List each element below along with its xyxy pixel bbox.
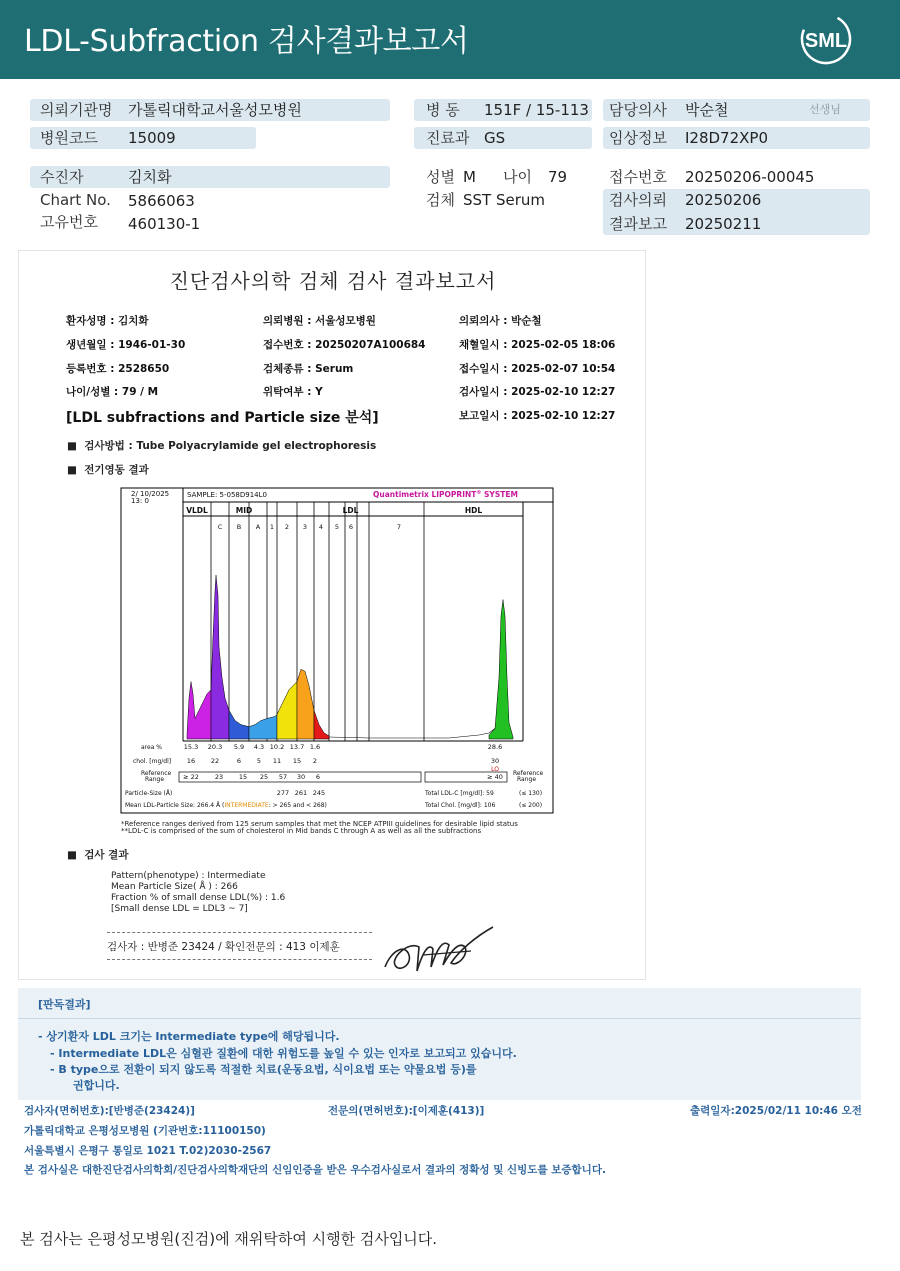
chart-ref-value-5: 30 xyxy=(296,773,306,781)
institution-row xyxy=(30,99,390,121)
dept-label: 진료과 xyxy=(426,129,470,147)
chart-group-mid: MID xyxy=(235,506,253,515)
chart-area-value-6: 1.6 xyxy=(309,743,321,751)
interpretation-line-3: - B type으로 전환이 되지 않도록 적절한 치료(운동요법, 식이요법 또는 약물요법 등)를 xyxy=(50,1063,477,1076)
result-date-label: 결과보고 xyxy=(609,215,667,233)
collection-time-field: 채혈일시 : 2025-02-05 18:06 xyxy=(459,339,616,351)
chart-group-ldl: LDL xyxy=(342,506,359,515)
doctor-value: 박순철 xyxy=(685,101,729,119)
chart-ref-label-right-1: Reference xyxy=(513,770,544,777)
outsourced-field: 위탁여부 : Y xyxy=(263,386,323,398)
result-title: 검사 결과 xyxy=(84,849,129,861)
specimen-type-field: 검체종류 : Serum xyxy=(263,363,354,375)
chart-band-label-C: C xyxy=(217,523,223,531)
receipt-row xyxy=(603,166,870,188)
chart-ref-value-2: 15 xyxy=(238,773,248,781)
chart-ps-value-0: 277 xyxy=(276,789,290,797)
patient-name-field: 환자성명 : 김치화 xyxy=(66,315,149,327)
age-value: 79 xyxy=(548,168,568,186)
footer-tester: 검사자(면허번호):[반병준(23424)] xyxy=(24,1105,195,1117)
chart-chol-value-6: 2 xyxy=(312,757,318,765)
result-mean-size: Mean Particle Size( Å ) : 266 xyxy=(111,882,238,892)
sex-age-row xyxy=(414,166,592,188)
report-header xyxy=(0,0,900,79)
footer-org: 가톨릭대학교 은평성모병원 (기관번호:11100150) xyxy=(24,1125,266,1137)
chart-total-chol-ref: (≤ 200) xyxy=(519,802,543,809)
chart-band-label-7: 7 xyxy=(396,523,402,531)
chart-area-value-7: 28.6 xyxy=(487,743,503,751)
chart-total-chol: Total Chol. [mg/dl]: 106 xyxy=(425,802,496,809)
result-pattern: Pattern(phenotype) : Intermediate xyxy=(111,871,266,881)
doctor-row xyxy=(603,99,870,121)
interpretation-line-4: 권합니다. xyxy=(73,1079,120,1092)
sex-value: M xyxy=(463,168,476,186)
birth-date-field: 생년월일 : 1946-01-30 xyxy=(66,339,186,351)
chart-total-ldl: Total LDL-C [mg/dl]: 59 xyxy=(425,790,494,797)
result-fraction: Fraction % of small dense LDL(%) : 1.6 xyxy=(111,893,286,903)
electro-bullet: ■ 전기영동 결과 xyxy=(67,464,149,476)
chart-band-label-5: 5 xyxy=(334,523,340,531)
chart-ref-value-1: 23 xyxy=(214,773,224,781)
patient-row xyxy=(30,166,390,188)
signer-line: 검사자 : 반병준 23424 / 확인전문의 : 413 이제훈 xyxy=(107,941,340,953)
receipt-value: 20250206-00045 xyxy=(685,168,815,186)
uid-row xyxy=(30,211,390,233)
chart-band-label-6: 6 xyxy=(348,523,354,531)
specimen-row xyxy=(414,189,592,211)
referring-hospital-field: 의뢰병원 : 서울성모병원 xyxy=(263,315,376,327)
interpretation-panel xyxy=(18,988,861,1100)
patient-label: 수진자 xyxy=(40,168,84,186)
chart-row-ref-label-2: Range xyxy=(145,776,165,783)
accession-field: 접수번호 : 20250207A100684 xyxy=(263,339,426,351)
interpretation-line-1: - 상기환자 LDL 크기는 Intermediate type에 해당됩니다. xyxy=(38,1030,340,1043)
chart-ref-label-right-2: Range xyxy=(517,776,537,783)
request-result-block xyxy=(603,189,870,235)
result-bullet: ■ 검사 결과 xyxy=(67,849,129,861)
patient-value: 김치화 xyxy=(128,168,172,186)
ward-row xyxy=(414,99,592,121)
chart-frame xyxy=(121,488,553,813)
doctor-suffix: 선생님 xyxy=(809,103,841,116)
chart-hdl-ref: ≥ 40 xyxy=(487,773,503,781)
chart-brand: Quantimetrix LIPOPRINT® SYSTEM xyxy=(373,490,518,499)
chart-no-value: 5866063 xyxy=(128,192,195,210)
chart-ref-value-0: ≥ 22 xyxy=(183,773,199,781)
svg-text:SML: SML xyxy=(804,30,848,52)
dept-row xyxy=(414,127,592,149)
chart-mean-size-rule: : > 265 and < 268) xyxy=(268,802,327,809)
chart-hdl-flag: LO xyxy=(491,766,499,773)
bottom-note: 본 검사는 은평성모병원(진검)에 재위탁하여 시행한 검사입니다. xyxy=(20,1230,438,1248)
signature-divider-top xyxy=(107,932,372,933)
chart-date: 2/ 10/2025 xyxy=(131,490,170,498)
chart-total-ldl-ref: (≤ 130) xyxy=(519,790,543,797)
chart-ps-value-2: 245 xyxy=(312,789,326,797)
chart-band-label-A: A xyxy=(255,523,261,531)
chart-area-value-4: 10.2 xyxy=(269,743,285,751)
chart-mean-size-class: INTERMEDIATE xyxy=(224,802,269,809)
chart-brand-registered: ® xyxy=(476,490,482,496)
report-title: LDL-Subfraction 검사결과보고서 xyxy=(24,24,469,59)
chart-chol-value-4: 11 xyxy=(272,757,282,765)
interpretation-line-2: - Intermediate LDL은 심혈관 질환에 대한 위험도를 높일 수 있는 인자로 보고되고 있습니다. xyxy=(50,1047,517,1060)
analysis-section-title: [LDL subfractions and Particle size 분석] xyxy=(66,410,379,426)
footer-address: 서울특별시 은평구 통일로 1021 T.02)2030-2567 xyxy=(24,1145,272,1157)
uid-value: 460130-1 xyxy=(128,215,201,233)
chart-area-value-1: 20.3 xyxy=(207,743,223,751)
chart-area-value-0: 15.3 xyxy=(183,743,199,751)
footer-certification: 본 검사실은 대한진단검사의학회/진단검사의학재단의 신임인증을 받은 우수검사실로서 결과의 정확성 및 신빙도를 보증합니다. xyxy=(24,1164,606,1176)
result-date-value: 20250211 xyxy=(685,215,762,233)
clinical-value: I28D72XP0 xyxy=(685,129,769,147)
chart-chol-value-2: 6 xyxy=(236,757,242,765)
registration-field: 등록번호 : 2528650 xyxy=(66,363,170,375)
chart-ref-value-6: 6 xyxy=(315,773,321,781)
footer-printed: 출력일자:2025/02/11 10:46 오전 xyxy=(690,1105,862,1117)
institution-value: 가톨릭대학교서울성모병원 xyxy=(128,101,302,119)
chart-row-ref-label-1: Reference xyxy=(141,770,172,777)
request-label: 검사의뢰 xyxy=(609,191,667,209)
chart-chol-value-0: 16 xyxy=(186,757,196,765)
chart-band-label-B: B xyxy=(236,523,242,531)
chart-row-chol-label: chol. [mg/dl] xyxy=(133,758,172,765)
interpretation-divider xyxy=(18,1018,861,1019)
signature-divider-bottom xyxy=(107,959,372,960)
reference-note-1: *Reference ranges derived from 125 serum samples that met the NCEP ATPIII guidelines for desirable lipid status xyxy=(121,820,518,828)
chart-band-label-1: 1 xyxy=(269,523,275,531)
ward-value: 151F / 15-113 xyxy=(484,101,589,119)
chart-chol-value-1: 22 xyxy=(210,757,220,765)
chart-row-area-label: area % xyxy=(141,744,162,751)
hospital-code-value: 15009 xyxy=(128,129,176,147)
footer-specialist: 전문의(면허번호):[이제훈(413)] xyxy=(328,1105,485,1117)
result-small-dense: [Small dense LDL = LDL3 ~ 7] xyxy=(111,904,248,914)
test-time-field: 검사일시 : 2025-02-10 12:27 xyxy=(459,386,616,398)
uid-label: 고유번호 xyxy=(40,213,98,231)
chart-no-label: Chart No. xyxy=(40,191,111,209)
institution-label: 의뢰기관명 xyxy=(40,101,113,119)
age-sex-field: 나이/성별 : 79 / M xyxy=(66,386,159,398)
chart-mean-size: Mean LDL-Particle Size: 266.4 Å (INTERMEDIATE: > 265 and < 268) xyxy=(125,802,327,809)
chart-chol-value-3: 5 xyxy=(256,757,262,765)
request-value: 20250206 xyxy=(685,191,762,209)
chart-brand-suffix: SYSTEM xyxy=(481,490,518,499)
chart-ref-value-4: 57 xyxy=(278,773,288,781)
chart-ref-value-3: 25 xyxy=(259,773,269,781)
chart-area-value-2: 5.9 xyxy=(233,743,245,751)
chart-chol-value-5: 15 xyxy=(292,757,302,765)
method-bullet: ■ 검사방법 : Tube Polyacrylamide gel electrophoresis xyxy=(67,440,377,452)
chart-group-vldl: VLDL xyxy=(186,506,208,515)
chart-chol-value-7: 30 xyxy=(490,757,500,765)
chart-time: 13: 0 xyxy=(131,497,149,505)
receipt-time-field: 접수일시 : 2025-02-07 10:54 xyxy=(459,363,616,375)
report-time-field: 보고일시 : 2025-02-10 12:27 xyxy=(459,410,616,422)
handwritten-signature xyxy=(379,921,499,981)
sml-logo xyxy=(798,12,854,66)
clinical-label: 임상정보 xyxy=(609,129,667,147)
hospital-code-row xyxy=(30,127,256,149)
chart-group-hdl: HDL xyxy=(464,506,483,515)
sex-label: 성별 xyxy=(426,168,455,186)
specimen-label: 검체 xyxy=(426,191,455,209)
chart-no-row xyxy=(30,189,390,211)
specimen-value: SST Serum xyxy=(463,191,546,209)
interpretation-heading: [판독결과] xyxy=(38,998,91,1011)
chart-row-ps-label: Particle-Size (Å) xyxy=(125,790,173,797)
hospital-code-label: 병원코드 xyxy=(40,129,98,147)
lab-report-scan xyxy=(18,250,646,980)
method-text: 검사방법 : Tube Polyacrylamide gel electrophoresis xyxy=(84,440,377,452)
chart-sample: SAMPLE: 5-058D914L0 xyxy=(187,491,267,499)
chart-ps-value-1: 261 xyxy=(294,789,308,797)
age-label: 나이 xyxy=(503,168,532,186)
chart-area-value-3: 4.3 xyxy=(253,743,265,751)
clinical-row xyxy=(603,127,870,149)
chart-band-label-3: 3 xyxy=(302,523,308,531)
chart-band-label-4: 4 xyxy=(318,523,324,531)
inner-report-title: 진단검사의학 검체 검사 결과보고서 xyxy=(169,269,497,293)
chart-band-label-2: 2 xyxy=(284,523,290,531)
ward-label: 병 동 xyxy=(426,101,460,119)
referring-doctor-field: 의뢰의사 : 박순철 xyxy=(459,315,542,327)
reference-note-2: **LDL-C is comprised of the sum of cholesterol in Mid bands C through A as well as all the subfractions xyxy=(121,827,482,835)
dept-value: GS xyxy=(484,129,506,147)
doctor-label: 담당의사 xyxy=(609,101,667,119)
receipt-label: 접수번호 xyxy=(609,168,667,186)
chart-area-value-5: 13.7 xyxy=(289,743,305,751)
electro-title: 전기영동 결과 xyxy=(84,464,149,476)
lipoprint-chart xyxy=(119,486,555,818)
